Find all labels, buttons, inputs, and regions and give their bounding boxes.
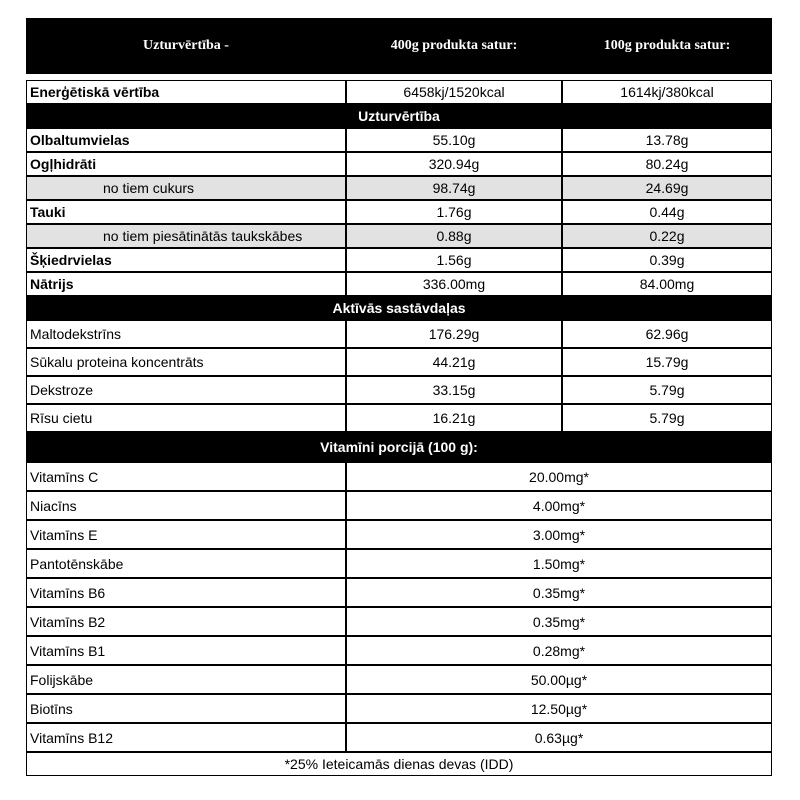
row-value-400g: 320.94g — [346, 152, 562, 176]
table-row — [26, 549, 772, 578]
table-row — [26, 224, 772, 248]
row-label: Pantotēnskābe — [26, 549, 346, 578]
row-value-100g: 24.69g — [562, 176, 772, 200]
section-vitamins-header — [26, 432, 772, 462]
row-label: Olbaltumvielas — [26, 128, 346, 152]
table-row — [26, 376, 772, 404]
header-col-100g: 100g produkta satur: — [562, 18, 772, 74]
row-value-400g: 55.10g — [346, 128, 562, 152]
energy-row — [26, 80, 772, 104]
row-label: Vitamīns B2 — [26, 607, 346, 636]
section-title: Aktīvās sastāvdaļas — [26, 296, 772, 320]
section-title: Uzturvērtība — [26, 104, 772, 128]
row-value: 0.63µg* — [346, 723, 772, 752]
table-row — [26, 272, 772, 296]
row-value-400g: 336.00mg — [346, 272, 562, 296]
table-row — [26, 348, 772, 376]
row-label: Vitamīns B12 — [26, 723, 346, 752]
table-row — [26, 248, 772, 272]
row-value-100g: 84.00mg — [562, 272, 772, 296]
table-row — [26, 520, 772, 549]
row-value-100g: 13.78g — [562, 128, 772, 152]
row-value: 4.00mg* — [346, 491, 772, 520]
header-col-400g: 400g produkta satur: — [346, 18, 562, 74]
table-row — [26, 723, 772, 752]
row-value-100g: 5.79g — [562, 404, 772, 432]
row-label: Nātrijs — [26, 272, 346, 296]
row-label: Niacīns — [26, 491, 346, 520]
row-value: 50.00µg* — [346, 665, 772, 694]
row-label: no tiem cukurs — [26, 176, 346, 200]
row-label: Folijskābe — [26, 665, 346, 694]
row-value: 12.50µg* — [346, 694, 772, 723]
table-row — [26, 404, 772, 432]
row-value-100g: 80.24g — [562, 152, 772, 176]
row-value-400g: 0.88g — [346, 224, 562, 248]
row-value-400g: 176.29g — [346, 320, 562, 348]
table-row — [26, 320, 772, 348]
row-value: 0.28mg* — [346, 636, 772, 665]
row-value-400g: 98.74g — [346, 176, 562, 200]
table-row — [26, 636, 772, 665]
row-value: 1.50mg* — [346, 549, 772, 578]
table-row — [26, 607, 772, 636]
table-row — [26, 491, 772, 520]
row-label: Maltodekstrīns — [26, 320, 346, 348]
table-row — [26, 694, 772, 723]
section-active-header — [26, 296, 772, 320]
row-label: Šķiedrvielas — [26, 248, 346, 272]
footnote-text: *25% Ieteicamās dienas devas (IDD) — [26, 752, 772, 776]
row-value-100g: 5.79g — [562, 376, 772, 404]
table-row — [26, 152, 772, 176]
row-value-400g: 1.56g — [346, 248, 562, 272]
energy-100g: 1614kj/380kcal — [562, 80, 772, 104]
row-value-100g: 0.22g — [562, 224, 772, 248]
row-value-400g: 44.21g — [346, 348, 562, 376]
energy-400g: 6458kj/1520kcal — [346, 80, 562, 104]
row-label: Rīsu cietu — [26, 404, 346, 432]
table-row — [26, 200, 772, 224]
row-label: no tiem piesātinātās taukskābes — [26, 224, 346, 248]
row-label: Sūkalu proteina koncentrāts — [26, 348, 346, 376]
row-value-100g: 0.44g — [562, 200, 772, 224]
row-label: Vitamīns B6 — [26, 578, 346, 607]
section-nutrition-header — [26, 104, 772, 128]
table-row — [26, 578, 772, 607]
header-col-label: Uzturvērtība - — [26, 18, 346, 74]
table-row — [26, 665, 772, 694]
row-label: Dekstroze — [26, 376, 346, 404]
row-value-100g: 15.79g — [562, 348, 772, 376]
table-row — [26, 176, 772, 200]
footnote-row — [26, 752, 772, 776]
table-header-row — [26, 18, 772, 74]
row-value-400g: 33.15g — [346, 376, 562, 404]
row-label: Ogļhidrāti — [26, 152, 346, 176]
row-label: Tauki — [26, 200, 346, 224]
table-row — [26, 462, 772, 491]
row-label: Vitamīns B1 — [26, 636, 346, 665]
table-row — [26, 128, 772, 152]
row-value: 20.00mg* — [346, 462, 772, 491]
row-value-100g: 0.39g — [562, 248, 772, 272]
row-value: 3.00mg* — [346, 520, 772, 549]
row-label: Biotīns — [26, 694, 346, 723]
row-value: 0.35mg* — [346, 607, 772, 636]
energy-label: Enerģētiskā vērtība — [26, 80, 346, 104]
row-label: Vitamīns C — [26, 462, 346, 491]
row-label: Vitamīns E — [26, 520, 346, 549]
row-value-400g: 16.21g — [346, 404, 562, 432]
nutrition-facts-table — [26, 18, 772, 776]
row-value-400g: 1.76g — [346, 200, 562, 224]
section-title: Vitamīni porcijā (100 g): — [26, 432, 772, 462]
row-value: 0.35mg* — [346, 578, 772, 607]
row-value-100g: 62.96g — [562, 320, 772, 348]
